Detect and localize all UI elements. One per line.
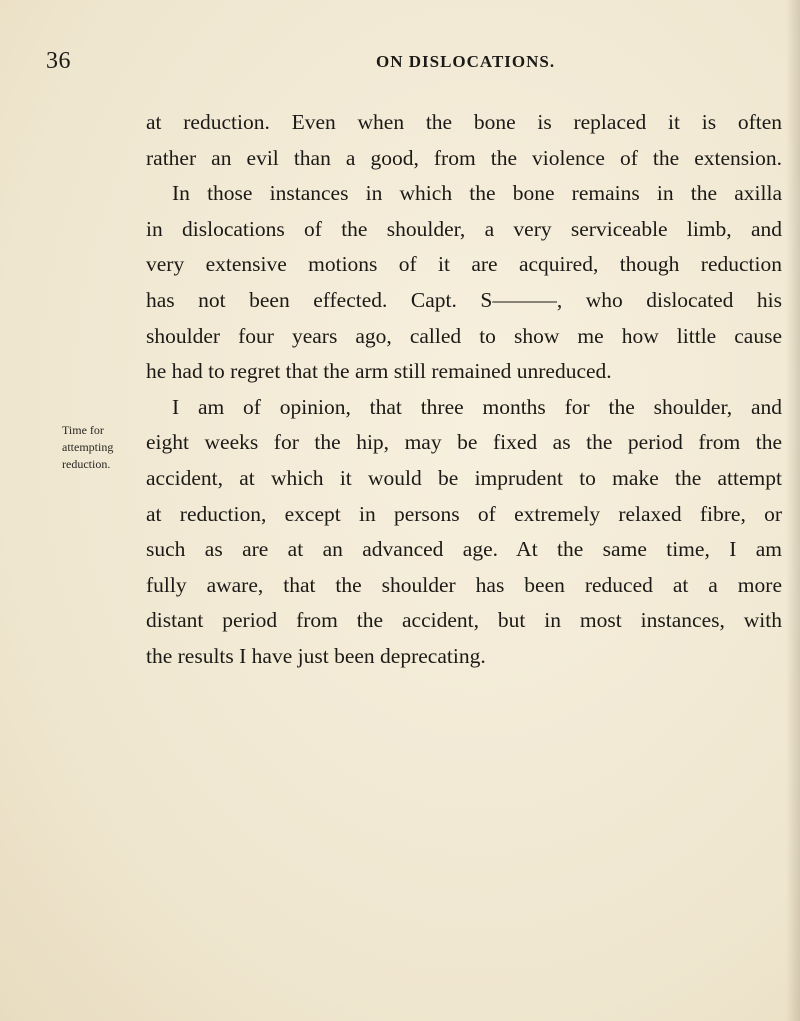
- page-number: 36: [46, 48, 71, 74]
- text-line: accident, at which it would be imprudent to make the attempt: [146, 465, 782, 490]
- text-line: such as are at an advanced age. At the same time, I am: [146, 537, 782, 562]
- text-line: I am of opinion, that three months for the shoulder, and: [172, 394, 782, 419]
- text-line: fully aware, that the shoulder has been reduced at a more: [146, 572, 782, 597]
- text-line: In those instances in which the bone remains in the axilla: [172, 181, 782, 206]
- page-header: [46, 48, 766, 78]
- text-line: rather an evil than a good, from the violence of the extension.: [146, 145, 782, 170]
- body-text: [146, 105, 782, 675]
- text-line: has not been effected. Capt. S———, who dislocated his: [146, 287, 782, 312]
- text-line: distant period from the accident, but in most instances, with: [146, 608, 782, 633]
- text-line: the results I have just been deprecating.: [146, 643, 486, 668]
- text-line: eight weeks for the hip, may be fixed as the period from the: [146, 430, 782, 455]
- margin-note-line: attempting: [62, 440, 114, 454]
- text-line: in dislocations of the shoulder, a very serviceable limb, and: [146, 216, 782, 241]
- text-line: he had to regret that the arm still remained unreduced.: [146, 359, 612, 384]
- margin-note: [62, 422, 132, 473]
- text-line: very extensive motions of it are acquired, though reduction: [146, 252, 782, 277]
- margin-note-line: Time for: [62, 423, 104, 437]
- running-head: ON DISLOCATIONS.: [376, 52, 556, 71]
- margin-note-line: reduction.: [62, 457, 111, 471]
- text-line: at reduction, except in persons of extremely relaxed fibre, or: [146, 501, 782, 526]
- text-line: shoulder four years ago, called to show me how little cause: [146, 323, 782, 348]
- text-line: at reduction. Even when the bone is replaced it is often: [146, 110, 782, 134]
- page-edge-shadow: [786, 0, 800, 1021]
